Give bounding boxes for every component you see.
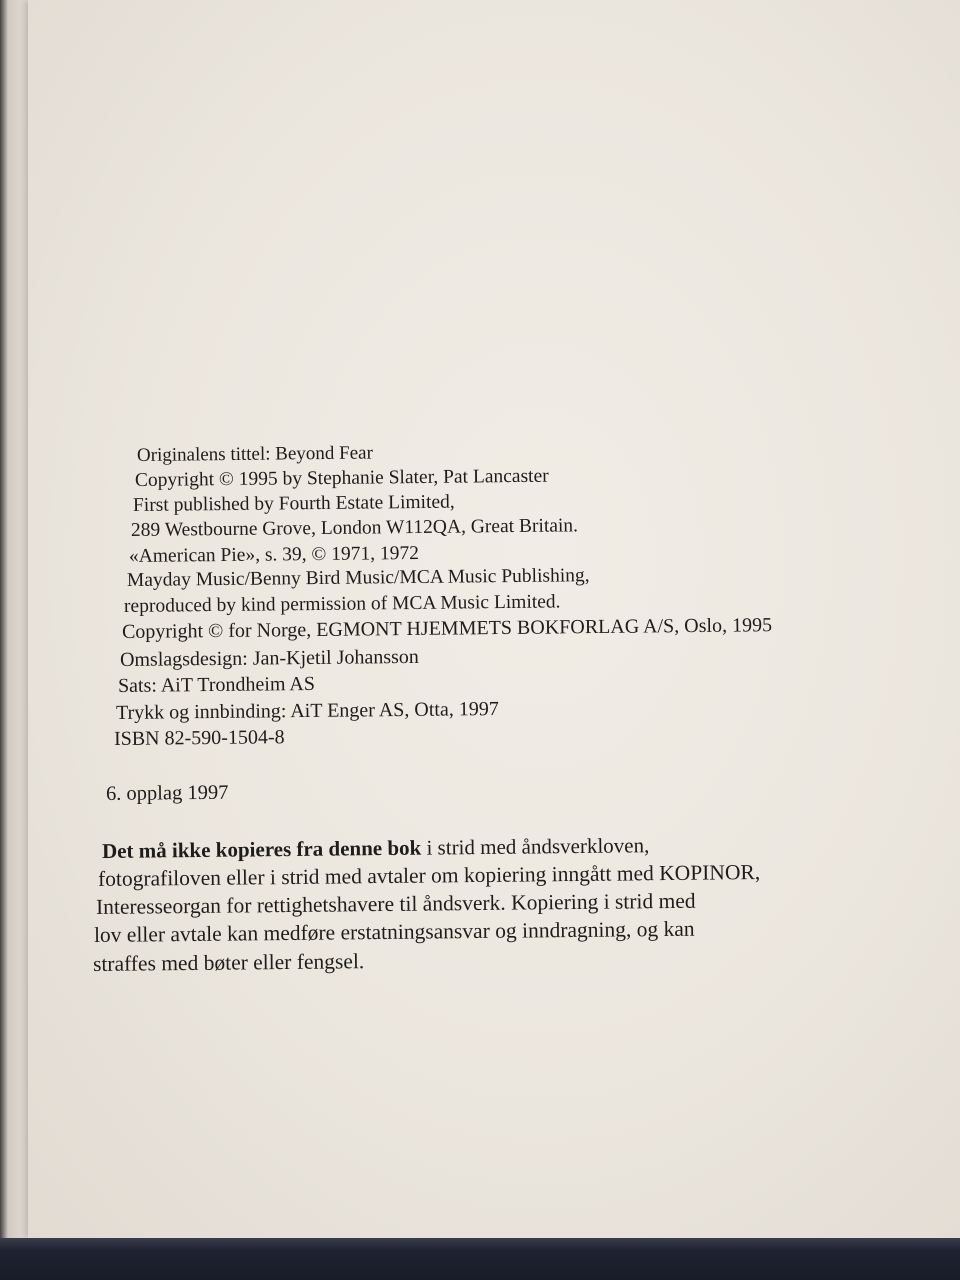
notice-line-3: Interesseorgan for rettighetshavere til åndsverk. Kopiering i strid med — [95, 888, 696, 919]
notice-bold-lead: Det må ikke kopieres fra denne bok — [101, 835, 422, 863]
first-published-line: First published by Fourth Estate Limited, — [132, 491, 455, 516]
copyright-line: Copyright © 1995 by Stephanie Slater, Pat Lancaster — [134, 465, 549, 491]
edition-line: 6. opplag 1997 — [105, 781, 229, 805]
permission-line: reproduced by kind permission of MCA Music Limited. — [123, 591, 561, 617]
printing-line: Trykk og innbinding: AiT Enger AS, Otta, 1997 — [115, 697, 499, 724]
notice-first-rest: i strid med åndsverkloven, — [421, 833, 650, 860]
isbn-line: ISBN 82-590-1504-8 — [113, 726, 285, 750]
notice-line-5: straffes med bøter eller fengsel. — [92, 949, 365, 976]
notice-line-2: fotografiloven eller i strid med avtaler om kopiering inngått med KOPINOR, — [97, 860, 761, 891]
norway-copyright-line: Copyright © for Norge, EGMONT HJEMMETS BOKFORLAG A/S, Oslo, 1995 — [121, 614, 773, 643]
music-publishing-line: Mayday Music/Benny Bird Music/MCA Music Publishing, — [126, 565, 590, 591]
cover-design-line: Omslagsdesign: Jan-Kjetil Johansson — [119, 645, 419, 671]
typesetting-line: Sats: AiT Trondheim AS — [117, 672, 316, 697]
notice-line-1 — [102, 833, 650, 863]
address-line: 289 Westbourne Grove, London W112QA, Great Britain. — [130, 515, 579, 541]
original-title-line: Originalens tittel: Beyond Fear — [136, 442, 373, 466]
book-cover-edge — [0, 1238, 960, 1280]
american-pie-line: «American Pie», s. 39, © 1971, 1972 — [128, 542, 420, 567]
notice-line-4: lov eller avtale kan medføre erstatningsansvar og inndragning, og kan — [93, 916, 695, 947]
